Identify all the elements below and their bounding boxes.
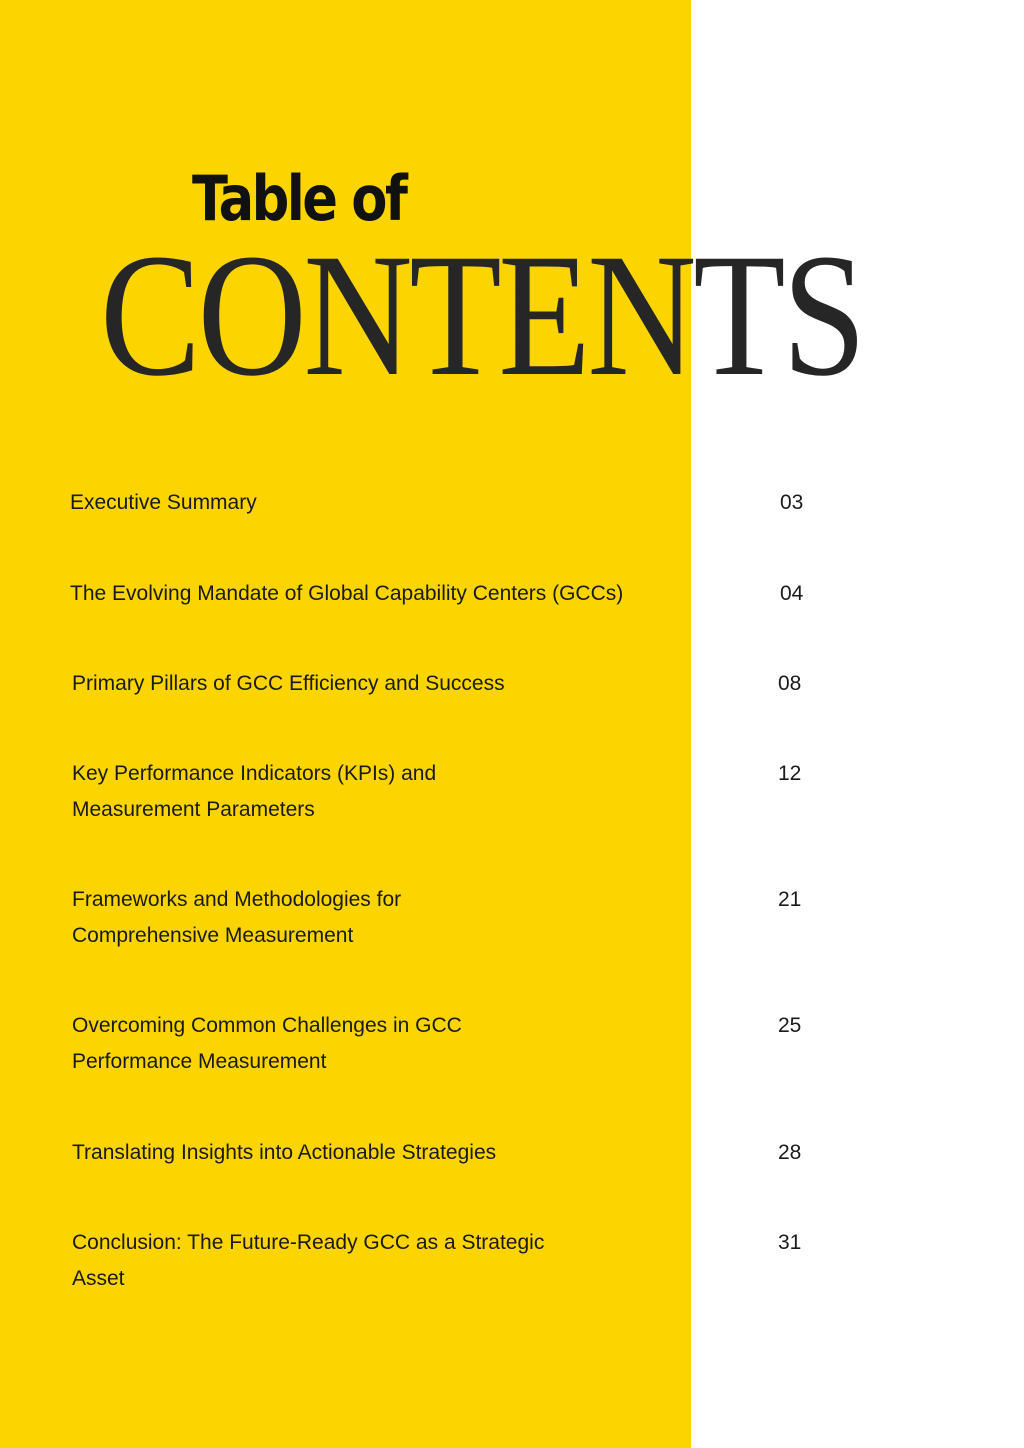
toc-label: Primary Pillars of GCC Efficiency and Success bbox=[72, 672, 505, 695]
toc-label-line-1: Frameworks and Methodologies for bbox=[72, 888, 402, 911]
toc-label-line-2: Measurement Parameters bbox=[72, 798, 315, 821]
toc-label-line-2: Asset bbox=[72, 1267, 125, 1290]
toc-page-number: 28 bbox=[778, 1141, 802, 1164]
toc-label-line-2: Comprehensive Measurement bbox=[72, 924, 354, 947]
title-contents: CONTENTS bbox=[100, 218, 863, 413]
toc-label: Translating Insights into Actionable Strategies bbox=[72, 1141, 497, 1164]
toc-label-line-1: Overcoming Common Challenges in GCC bbox=[72, 1014, 462, 1037]
toc-page-number: 21 bbox=[778, 888, 802, 911]
toc-page-number: 03 bbox=[780, 491, 804, 514]
title-table-of: Table of bbox=[192, 162, 406, 235]
toc-page-number: 31 bbox=[778, 1231, 802, 1254]
toc-label: Executive Summary bbox=[70, 491, 257, 514]
toc-page-number: 25 bbox=[778, 1014, 802, 1037]
toc-page-number: 04 bbox=[780, 582, 804, 605]
toc-label: The Evolving Mandate of Global Capability Centers (GCCs) bbox=[70, 582, 624, 605]
toc-label-line-1: Conclusion: The Future-Ready GCC as a Strategic bbox=[72, 1231, 545, 1254]
toc-page-number: 08 bbox=[778, 672, 802, 695]
toc-label-line-1: Key Performance Indicators (KPIs) and bbox=[72, 762, 437, 785]
toc-page-number: 12 bbox=[778, 762, 802, 785]
toc-label-line-2: Performance Measurement bbox=[72, 1050, 327, 1073]
